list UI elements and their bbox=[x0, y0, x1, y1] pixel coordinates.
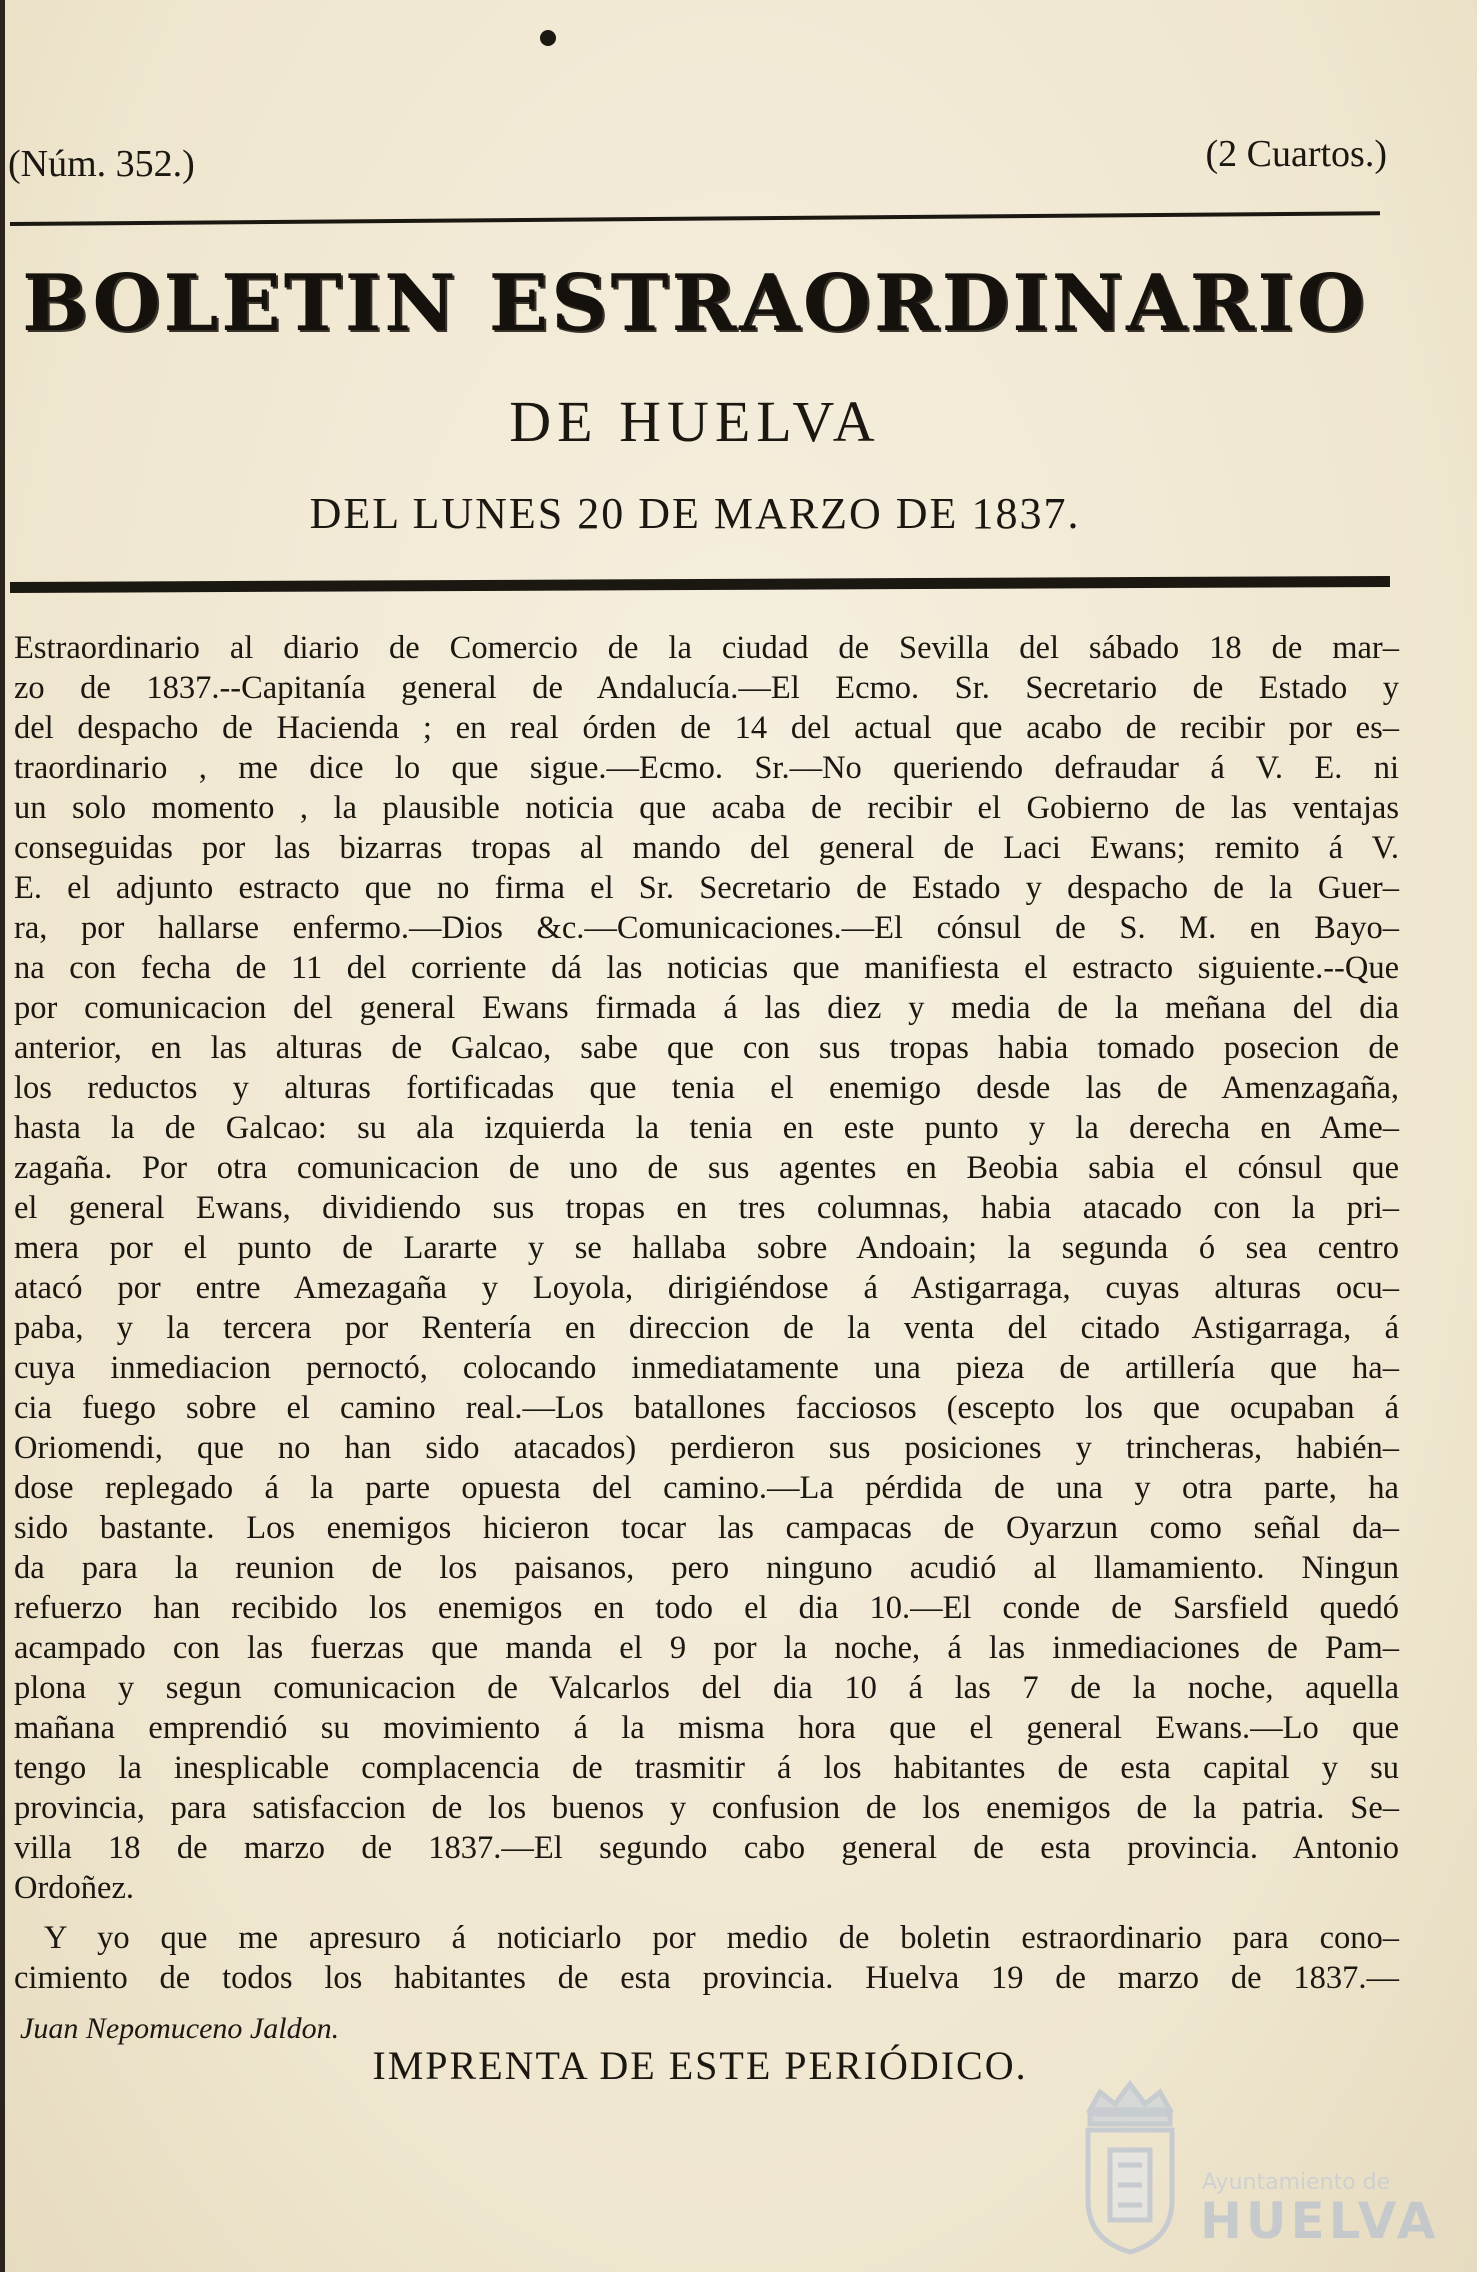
top-rule bbox=[10, 211, 1380, 226]
body-line: mera por el punto de Lararte y se hallaba sobre Andoain; la segunda ó sea centro bbox=[14, 1230, 1399, 1266]
body-line: hasta la de Galcao: su ala izquierda la tenia en este punto y la derecha en Ame– bbox=[14, 1110, 1399, 1146]
body-line: paba, y la tercera por Rentería en direccion de la venta del citado Astigarraga, á bbox=[14, 1310, 1399, 1346]
body-line: refuerzo han recibido los enemigos en todo el dia 10.—El conde de Sarsfield quedó bbox=[14, 1590, 1399, 1626]
body-line: anterior, en las alturas de Galcao, sabe que con sus tropas habia tomado posecion de bbox=[14, 1030, 1399, 1066]
body-line: ra, por hallarse enfermo.—Dios &c.—Comunicaciones.—El cónsul de S. M. en Bayo– bbox=[14, 910, 1399, 946]
body-line: traordinario , me dice lo que sigue.—Ecmo. Sr.—No queriendo defraudar á V. E. ni bbox=[14, 750, 1399, 786]
signature: Juan Nepomuceno Jaldon. bbox=[20, 2012, 340, 2045]
dateline: DEL LUNES 20 DE MARZO DE 1837. bbox=[309, 489, 1081, 538]
issue-number: (Núm. 352.) bbox=[8, 143, 195, 185]
body-line: por comunicacion del general Ewans firmada á las diez y media de la meñana del dia bbox=[14, 990, 1399, 1026]
body-line: el general Ewans, dividiendo sus tropas en tres columnas, habia atacado con la pri– bbox=[14, 1190, 1399, 1226]
body-line: cia fuego sobre el camino real.—Los batallones facciosos (escepto los que ocupaban á bbox=[14, 1390, 1399, 1426]
body-line: acampado con las fuerzas que manda el 9 por la noche, á las inmediaciones de Pam– bbox=[14, 1630, 1399, 1666]
coat-of-arms-icon bbox=[1060, 2070, 1200, 2260]
body-line: plona y segun comunicacion de Valcarlos del dia 10 á las 7 de la noche, aquella bbox=[14, 1670, 1399, 1706]
closing-paragraph bbox=[14, 1918, 1399, 1998]
body-line: un solo momento , la plausible noticia que acaba de recibir el Gobierno de las ventajas bbox=[14, 790, 1399, 826]
masthead-subtitle: DE HUELVA bbox=[509, 389, 881, 454]
closing-line: Y yo que me apresuro á noticiarlo por medio de boletin estraordinario para cono– bbox=[44, 1920, 1399, 1956]
watermark-city: HUELVA bbox=[1200, 2192, 1440, 2250]
body-line: E. el adjunto estracto que no firma el Sr. Secretario de Estado y despacho de la Guer– bbox=[14, 870, 1399, 906]
body-line: sido bastante. Los enemigos hicieron tocar las campacas de Oyarzun como señal da– bbox=[14, 1510, 1399, 1546]
body-line: Ordoñez. bbox=[14, 1870, 135, 1906]
header-rule bbox=[10, 576, 1390, 593]
body-line: del despacho de Hacienda ; en real órden de 14 del actual que acabo de recibir por es– bbox=[14, 710, 1399, 746]
body-line: conseguidas por las bizarras tropas al mando del general de Laci Ewans; remito á V. bbox=[14, 830, 1399, 866]
body-line: da para la reunion de los paisanos, pero ninguno acudió al llamamiento. Ningun bbox=[14, 1550, 1399, 1586]
body-line: villa 18 de marzo de 1837.—El segundo cabo general de esta provincia. Antonio bbox=[14, 1830, 1399, 1866]
body-line: dose replegado á la parte opuesta del camino.—La pérdida de una y otra parte, ha bbox=[14, 1470, 1399, 1506]
body-line: los reductos y alturas fortificadas que tenia el enemigo desde las de Amenzagaña, bbox=[14, 1070, 1399, 1106]
body-line: atacó por entre Amezagaña y Loyola, dirigiéndose á Astigarraga, cuyas alturas ocu– bbox=[14, 1270, 1399, 1306]
watermark-caption: Ayuntamiento de bbox=[1202, 2170, 1391, 2195]
body-line: zagaña. Por otra comunicacion de uno de sus agentes en Beobia sabia el cónsul que bbox=[14, 1150, 1399, 1186]
body-line: zo de 1837.--Capitanía general de Andalucía.—El Ecmo. Sr. Secretario de Estado y bbox=[14, 670, 1399, 706]
closing-line: cimiento de todos los habitantes de esta provincia. Huelva 19 de marzo de 1837.— bbox=[14, 1960, 1399, 1996]
masthead-title: BOLETIN ESTRAORDINARIO bbox=[22, 258, 1368, 349]
body-line: provincia, para satisfaccion de los buenos y confusion de los enemigos de la patria. Se– bbox=[14, 1790, 1399, 1826]
price: (2 Cuartos.) bbox=[1205, 133, 1387, 175]
body-line: mañana emprendió su movimiento á la misma hora que el general Ewans.—Lo que bbox=[14, 1710, 1399, 1746]
body-line: na con fecha de 11 del corriente dá las noticias que manifiesta el estracto siguiente.--Que bbox=[14, 950, 1399, 986]
body-line: tengo la inesplicable complacencia de trasmitir á los habitantes de esta capital y su bbox=[14, 1750, 1399, 1786]
municipal-watermark bbox=[1060, 2070, 1440, 2260]
body-line: Oriomendi, que no han sido atacados) perdieron sus posiciones y trincheras, habién– bbox=[14, 1430, 1399, 1466]
imprint-line: IMPRENTA DE ESTE PERIÓDICO. bbox=[372, 2043, 1028, 2088]
body-line: cuya inmediacion pernoctó, colocando inmediatamente una pieza de artillería que ha– bbox=[14, 1350, 1399, 1386]
article-body bbox=[14, 628, 1399, 1908]
body-line: Estraordinario al diario de Comercio de la ciudad de Sevilla del sábado 18 de mar– bbox=[14, 630, 1399, 666]
ink-dot bbox=[540, 30, 556, 46]
